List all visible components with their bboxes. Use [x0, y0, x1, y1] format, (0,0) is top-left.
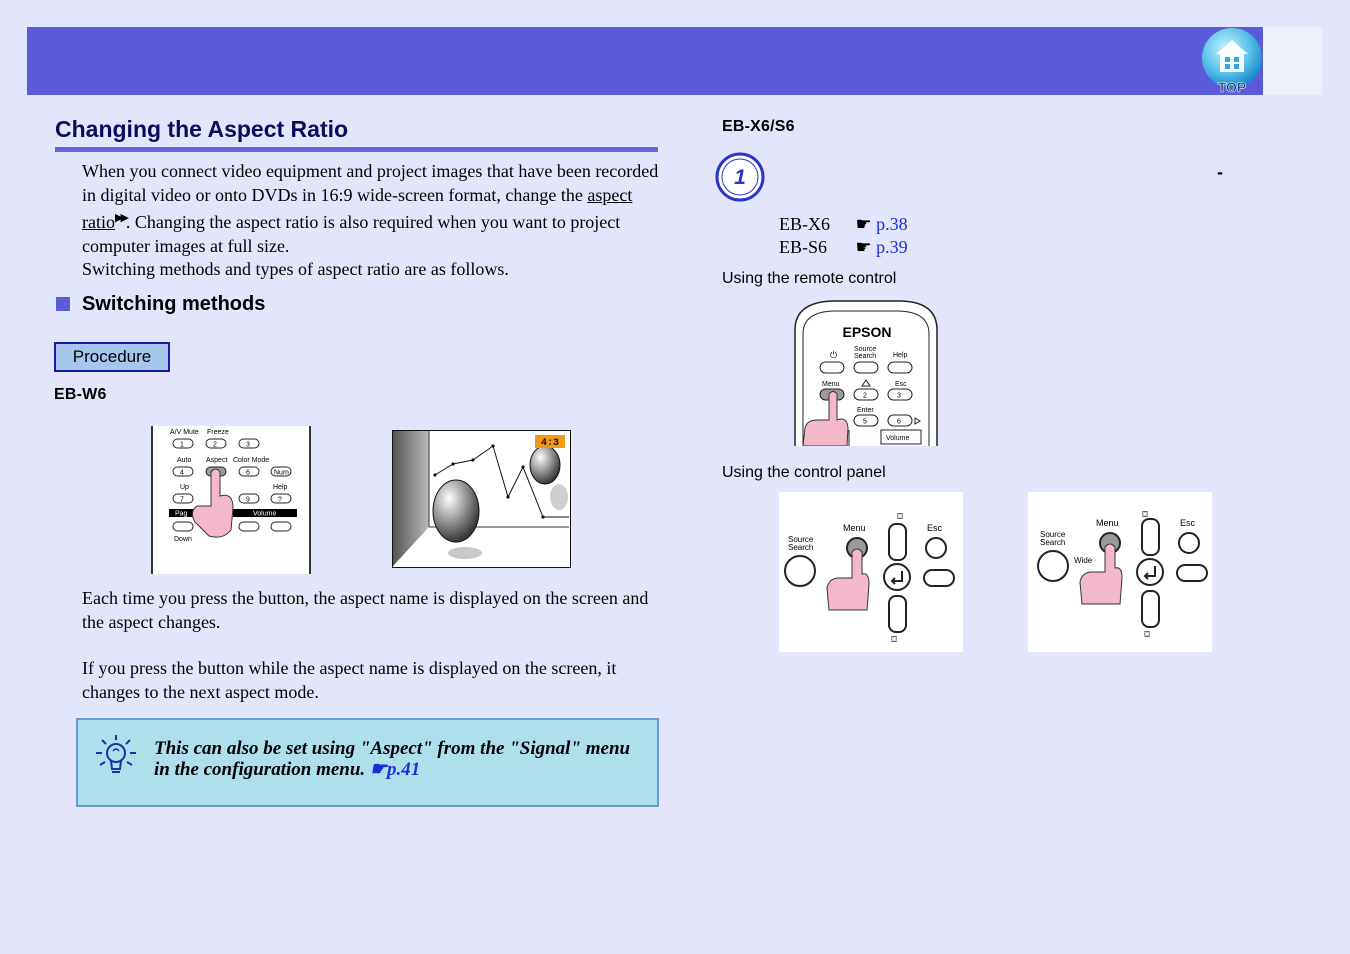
panel2-label-esc: Esc — [1180, 518, 1196, 528]
remote-key-num: Num — [274, 469, 289, 477]
page-title: Changing the Aspect Ratio — [55, 116, 349, 142]
remote-key-6-x6: 6 — [897, 418, 901, 426]
double-arrow-icon: ▶▶ — [115, 212, 126, 224]
control-panel-illustration-2 — [1028, 492, 1212, 652]
remote-key-help: ? — [278, 496, 282, 504]
svg-text:⛋: ⛋ — [1142, 510, 1149, 519]
svg-text:⛋: ⛋ — [1144, 630, 1151, 639]
panel2-label-source: Source — [1040, 530, 1066, 539]
aspect-ratio-link[interactable]: aspect ratio — [82, 184, 633, 232]
section-square-icon — [56, 297, 70, 311]
step-dash: - — [1217, 162, 1223, 182]
step-number: 1 — [734, 166, 746, 189]
top-label: TOP — [1217, 79, 1247, 94]
remote-label-search: Search — [854, 353, 877, 360]
svg-text:⛋: ⛋ — [891, 635, 898, 644]
section-heading: Switching methods — [82, 293, 266, 315]
ref-link-s6[interactable]: p.39 — [876, 237, 908, 257]
remote-key-7: 7 — [180, 496, 184, 504]
remote-label-help-x6: Help — [893, 352, 908, 359]
remote-label-down: Down — [174, 536, 192, 543]
remote-label-colormode: Color Mode — [233, 457, 270, 464]
remote-label-enter: Enter — [857, 407, 874, 414]
model-label-x6s6: EB-X6/S6 — [722, 118, 795, 135]
pointing-hand-icon: ☛ — [369, 759, 387, 780]
svg-text:⛋: ⛋ — [897, 512, 904, 521]
home-icon — [1200, 28, 1264, 94]
remote-key-5-x6: 5 — [863, 418, 867, 426]
panel1-label-source: Source — [788, 535, 814, 544]
remote-label-freeze: Freeze — [207, 429, 229, 436]
pointing-hand-icon: ☛ — [855, 237, 872, 257]
procedure-badge: Procedure — [54, 342, 170, 372]
pointing-hand-icon: ☛ — [855, 214, 872, 234]
panel2-label-wide: Wide — [1074, 556, 1093, 565]
remote-label-volume: Volume — [886, 435, 910, 442]
remote-label-auto: Auto — [177, 457, 192, 464]
remote-bar-page: Pag — [175, 510, 188, 518]
top-button[interactable] — [1200, 28, 1264, 94]
panel1-label-search: Search — [788, 543, 814, 552]
label-remote-control: Using the remote control — [722, 270, 897, 287]
ref-model-s6: EB-S6 — [779, 237, 828, 257]
ref-row-x6 — [779, 213, 908, 236]
remote-label-menu: Menu — [822, 381, 840, 388]
aspect-badge: 4:3 — [540, 438, 560, 449]
remote-label-help: Help — [273, 484, 288, 491]
title-rule — [55, 147, 658, 152]
remote-illustration-x6 — [793, 300, 939, 446]
remote-key-3: 3 — [246, 441, 250, 449]
step-number-icon — [715, 152, 765, 202]
remote-label-aspect: Aspect — [206, 457, 228, 464]
remote-label-up: Up — [180, 484, 189, 491]
power-icon: ⏻ — [830, 350, 838, 360]
remote-brand: EPSON — [842, 324, 892, 340]
ref-model-x6: EB-X6 — [779, 214, 830, 234]
remote-key-2: 2 — [213, 441, 217, 449]
remote-label-source: Source — [854, 346, 877, 353]
remote-label-esc: Esc — [895, 381, 907, 388]
panel1-label-menu: Menu — [843, 523, 866, 533]
aspect-screen-illustration — [392, 430, 571, 568]
remote-key-2-x6: 2 — [863, 392, 867, 400]
tip-text — [154, 738, 634, 780]
intro-text-3: Switching methods and types of aspect ratio are as follows. — [82, 259, 509, 279]
header-margin — [1263, 27, 1322, 95]
remote-illustration-w6 — [151, 426, 311, 574]
panel2-label-menu: Menu — [1096, 518, 1119, 528]
remote-key-1: 1 — [180, 441, 184, 449]
remote-key-9: 9 — [246, 496, 250, 504]
remote-key-4: 4 — [180, 469, 184, 477]
label-control-panel: Using the control panel — [722, 464, 886, 481]
intro-text-1: When you connect video equipment and project images that have been recorded in digital video or onto DVDs in 16:9 wide-screen format, change the — [82, 161, 659, 205]
header-band — [27, 27, 1263, 95]
paragraph-each-press: Each time you press the button, the aspect name is displayed on the screen and the aspect changes. — [82, 588, 649, 632]
remote-bar-volume: Volume — [253, 510, 277, 518]
panel1-label-esc: Esc — [927, 523, 943, 533]
ref-link-x6[interactable]: p.38 — [876, 214, 908, 234]
model-label-w6: EB-W6 — [54, 386, 107, 403]
panel2-label-search: Search — [1040, 538, 1066, 547]
tip-body: This can also be set using "Aspect" from the "Signal" menu in the configuration menu. — [154, 738, 631, 780]
remote-key-6: 6 — [246, 469, 250, 477]
lightbulb-tip-icon — [92, 733, 136, 779]
paragraph-press-again: If you press the button while the aspect name is displayed on the screen, it changes to the next aspect mode. — [82, 658, 617, 702]
tip-page-link[interactable]: p.41 — [386, 759, 421, 780]
intro-text-2: . Changing the aspect ratio is also required when you want to project computer images at full size. — [82, 212, 621, 256]
remote-key-3-x6: 3 — [897, 392, 901, 400]
ref-row-s6 — [779, 236, 908, 259]
intro-paragraph — [82, 160, 662, 282]
remote-label-avmute: A/V Mute — [170, 429, 199, 436]
control-panel-illustration-1 — [779, 492, 963, 652]
